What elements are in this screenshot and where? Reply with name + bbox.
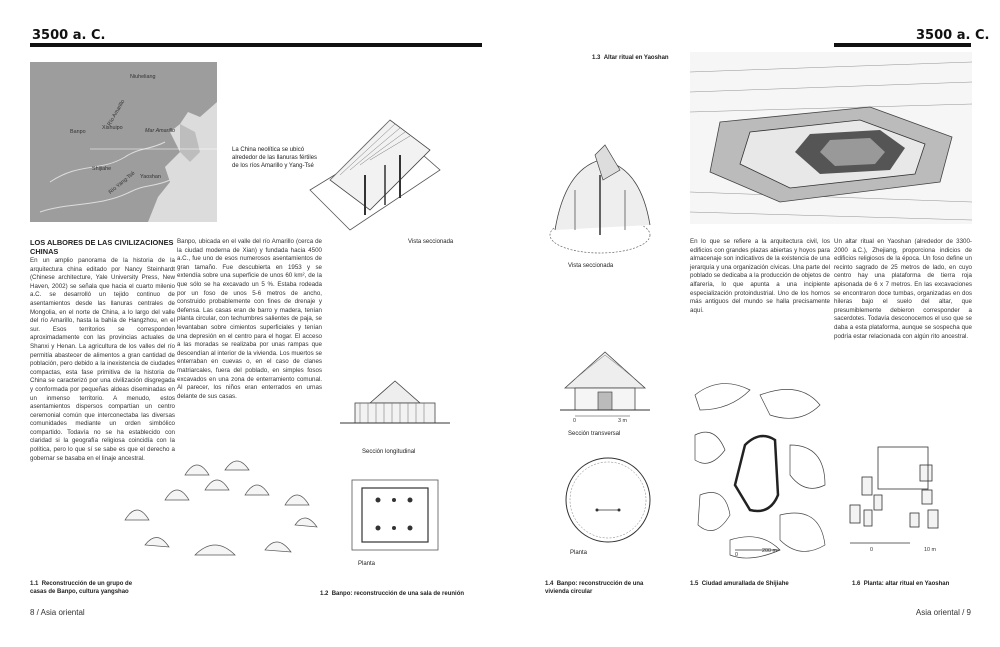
round-house-plan-label: Planta bbox=[570, 550, 588, 556]
left-body-col1: En un amplio panorama de la historia de la arquitectura china editado por Nancy Steinhardt (Chinese architecture, Yale University Press, New Haven, 2002) se señala que hacia el cuarto milenio a.C. se desarrolló un tejido continuo de asentamientos desde las llanuras centrales de Mongolia, en el norte de China, a lo largo del valle del río Amarillo, hasta la bahía de Hangzhou, en el sur. Esos territorios se corresponden aproximadamente con las provincias actuales de Shanxi y Henan. La agricultura de los valles del río permitía abastecer de alimentos a gran cantidad de población, pero debido a la inexistencia de ciudades compactas, esta fase primitiva de la historia de China se caracterizó por una civilización disgregada y conformada por pequeñas aldeas diseminadas en un inmenso territorio. A menudo, estos asentamientos dispersos compartían un centro ceremonial común que interconectaba las diversas comunidades mediante un orden simbólico compartido. Todavía no se ha establecido con claridad si la geografía religiosa coincidía con la política, pero lo que sí se sabe es que el derecho a gobernar se basaba en el linaje ancestral. bbox=[30, 257, 175, 462]
caption-1-1-num: 1.1 bbox=[30, 581, 39, 587]
map-label-xishuipo: Xishuipo bbox=[102, 125, 123, 131]
map-label-mar-amarillo: Mar Amarillo bbox=[145, 128, 176, 134]
map-label-banpo: Banpo bbox=[70, 129, 86, 135]
caption-1-6 bbox=[852, 580, 982, 588]
caption-1-1-text: Reconstrucción de un grupo de casas de Banpo, cultura yangshao bbox=[30, 581, 133, 595]
caption-1-4-text: Banpo: reconstrucción de una vivienda circular bbox=[545, 581, 644, 595]
longitudinal-section-label: Sección longitudinal bbox=[362, 449, 416, 455]
cross-section-drawing bbox=[560, 350, 650, 420]
right-body-col2: Un altar ritual en Yaoshan (alrededor de 3300-2000 a.C.), Zhejiang, proporciona indicios de edificios religiosos de la época. Un foso define un recinto sagrado de 25 metros de lado, en cuyo centro hay una plataforma de tierra roja apisonada de 6 x 7 metros. En las excavaciones se encontraron doce tumbas, organizadas en dos hileras bajo el suelo del altar, que presumiblemente debieron corresponder a sacerdotes. Todavía desconocemos el uso que se daba a esta plataforma, aunque se sospecha que podría estar relacionada con algún rito ancestral. bbox=[834, 238, 972, 340]
left-date: 3500 a. C. bbox=[32, 28, 106, 43]
house-scale-start: 0 bbox=[573, 418, 576, 424]
right-date: 3500 a. C. bbox=[916, 28, 990, 43]
right-header-rule bbox=[834, 43, 971, 47]
city-scale-start: 0 bbox=[735, 552, 738, 558]
map-label-yaoshan: Yaoshan bbox=[140, 174, 161, 180]
right-body-col1: En lo que se refiere a la arquitectura civil, los edificios con grandes plazas abiertas y hoyos para almacenaje son indicativos de la existencia de una jerarquía y una organización cívicas. Una parte del poblado se dedicaba a la producción de objetos de alfarería, lo que apunta a una incipiente especialización protoindustrial. Uno de los hornos más antiguos del mundo se halla precisamente aquí. bbox=[690, 238, 830, 314]
right-folio: Asia oriental / 9 bbox=[915, 608, 971, 617]
round-house-section-drawing bbox=[545, 140, 655, 260]
meeting-hall-section-drawing bbox=[290, 110, 460, 240]
cross-section-label: Sección transversal bbox=[568, 431, 621, 437]
altar-photo-sketch bbox=[690, 52, 972, 224]
caption-1-3 bbox=[592, 54, 669, 62]
caption-1-2 bbox=[320, 590, 490, 598]
caption-1-2-num: 1.2 bbox=[320, 591, 329, 597]
caption-1-5 bbox=[690, 580, 830, 588]
left-body-col2: Banpo, ubicada en el valle del río Amarillo (cerca de la ciudad moderna de Xian) y fundada hacia 4500 a.C., fue uno de esos numerosos asentamientos de gran tamaño. Fue descubierta en 1953 y se extendía sobre una superficie de unos 60 km², de la que sólo se ha excavado un 5 %. Estaba rodeada por un foso de unos 5-6 metros de ancho, construido probablemente con fines de drenaje y defensa. Las casas eran de barro y madera, tenían planta circular, con techumbres salientes de paja, se levantaban sobre cimientos superficiales y tenían una depresión en el centro para el hogar. El acceso a las moradas se realizaba por unas rampas que descendían al interior de la vivienda. Los muertos se enterraban en cuevas o, en el caso de clanes matriarcales, fuera del poblado, en simples fosos excavados en una zona de enterramiento comunal. Al parecer, los niños eran enterrados en urnas delante de sus casas. bbox=[177, 238, 322, 400]
round-house-plan-drawing bbox=[563, 455, 653, 545]
map-label-rio-amarillo: Río Amarillo bbox=[106, 98, 127, 128]
caption-1-3-num: 1.3 bbox=[592, 55, 601, 61]
caption-1-3-text: Altar ritual en Yaoshan bbox=[603, 55, 669, 61]
longitudinal-section-drawing bbox=[340, 378, 450, 433]
meeting-hall-plan-drawing bbox=[350, 478, 440, 553]
caption-1-5-text: Ciudad amurallada de Shijiahe bbox=[701, 581, 789, 587]
hall-section-label: Vista seccionada bbox=[408, 239, 454, 245]
left-header-rule bbox=[30, 43, 482, 47]
caption-1-1 bbox=[30, 580, 150, 596]
map-note: La China neolítica se ubicó alrededor de las llanuras fértiles de los ríos Amarillo y Yang-Tsé bbox=[232, 147, 318, 169]
caption-1-4-num: 1.4 bbox=[545, 581, 554, 587]
house-scale-end: 3 m bbox=[618, 418, 627, 424]
caption-1-2-text: Banpo: reconstrucción de una sala de reunión bbox=[331, 591, 465, 597]
caption-1-6-text: Planta: altar ritual en Yaoshan bbox=[863, 581, 950, 587]
round-house-section-label: Vista seccionada bbox=[568, 263, 614, 269]
banpo-village-drawing bbox=[105, 455, 325, 580]
altar-scale-start: 0 bbox=[870, 547, 873, 553]
caption-1-5-num: 1.5 bbox=[690, 581, 699, 587]
caption-1-4 bbox=[545, 580, 645, 596]
map-label-rio-yang-tse: Río Yang-Tsé bbox=[107, 170, 137, 196]
hall-plan-label: Planta bbox=[358, 561, 376, 567]
altar-photo bbox=[690, 52, 972, 224]
map-label-niuheliang: Niuheliang bbox=[130, 74, 156, 80]
city-scale-end: 200 m bbox=[762, 548, 777, 554]
caption-1-6-num: 1.6 bbox=[852, 581, 861, 587]
altar-scale-end: 10 m bbox=[924, 547, 936, 553]
map-label-shijiahe: Shijiahe bbox=[92, 166, 112, 172]
section-heading: LOS ALBORES DE LAS CIVILIZACIONES CHINAS bbox=[30, 238, 174, 256]
left-folio: 8 / Asia oriental bbox=[30, 608, 85, 617]
shijiahe-city-plan-drawing bbox=[690, 375, 830, 565]
altar-plan-drawing bbox=[850, 435, 950, 550]
map-china bbox=[30, 62, 217, 222]
map-land bbox=[30, 62, 217, 222]
